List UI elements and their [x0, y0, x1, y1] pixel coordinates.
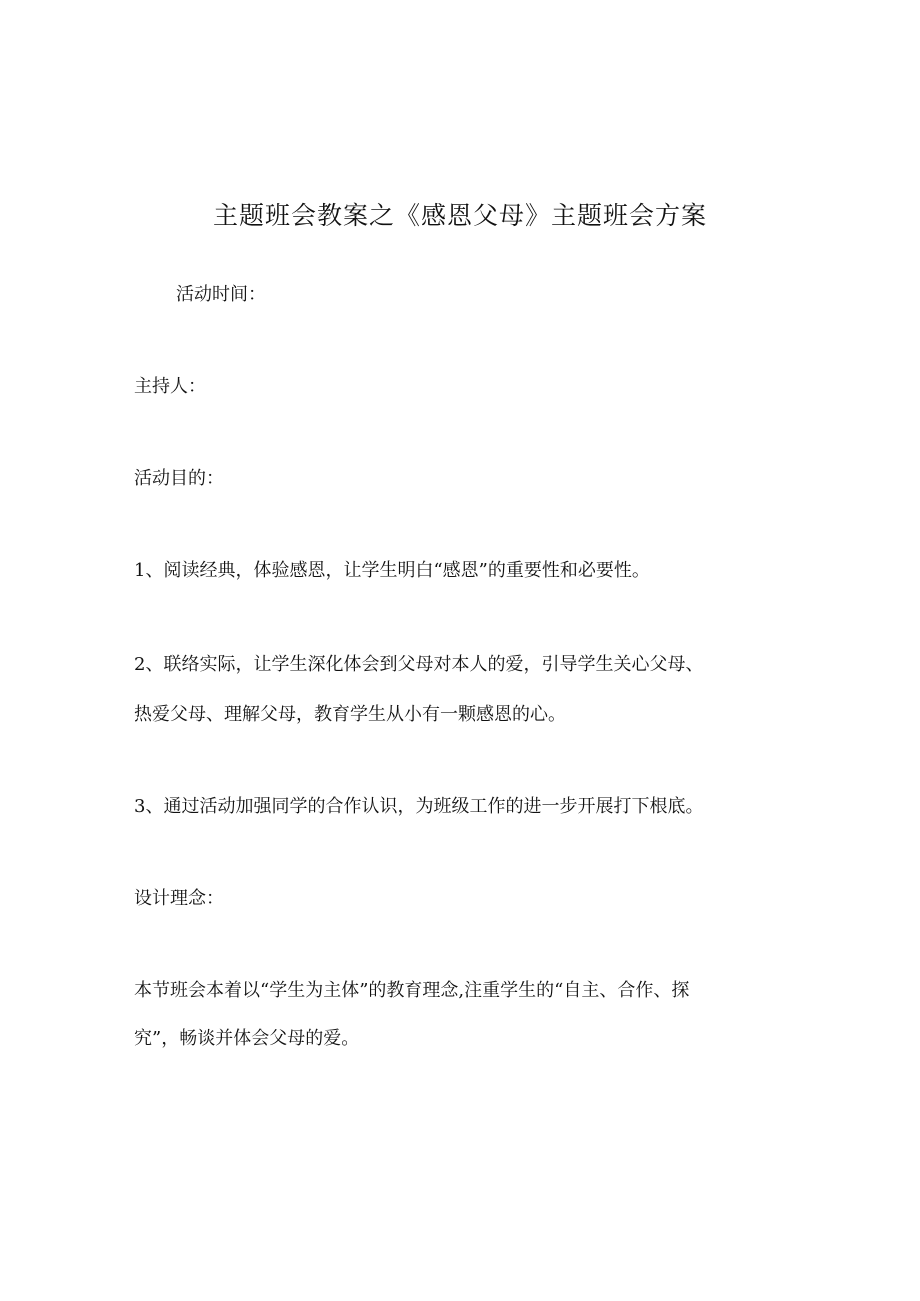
- purpose-label: 活动目的：: [134, 468, 224, 489]
- purpose-item-1: 1、阅读经典，体验感恩，让学生明白“感恩”的重要性和必要性。: [134, 560, 650, 581]
- purpose-item-2-line-2: 热爱父母、理解父母，教育学生从小有一颗感恩的心。: [134, 704, 566, 725]
- design-concept-label: 设计理念：: [134, 888, 224, 909]
- document-title: 主题班会教案之《感恩父母》主题班会方案: [212, 201, 707, 230]
- purpose-item-3: 3、通过活动加强同学的合作认识，为班级工作的进一步开展打下根底。: [134, 796, 704, 817]
- design-concept-line-1: 本节班会本着以“学生为主体”的教育理念,注重学生的“自主、合作、探: [134, 980, 690, 1001]
- host-label: 主持人：: [134, 376, 206, 397]
- design-concept-line-2: 究”，畅谈并体会父母的爱。: [134, 1028, 360, 1049]
- activity-time-label: 活动时间：: [176, 284, 266, 305]
- purpose-item-2-line-1: 2、联络实际，让学生深化体会到父母对本人的爱，引导学生关心父母、: [134, 654, 704, 675]
